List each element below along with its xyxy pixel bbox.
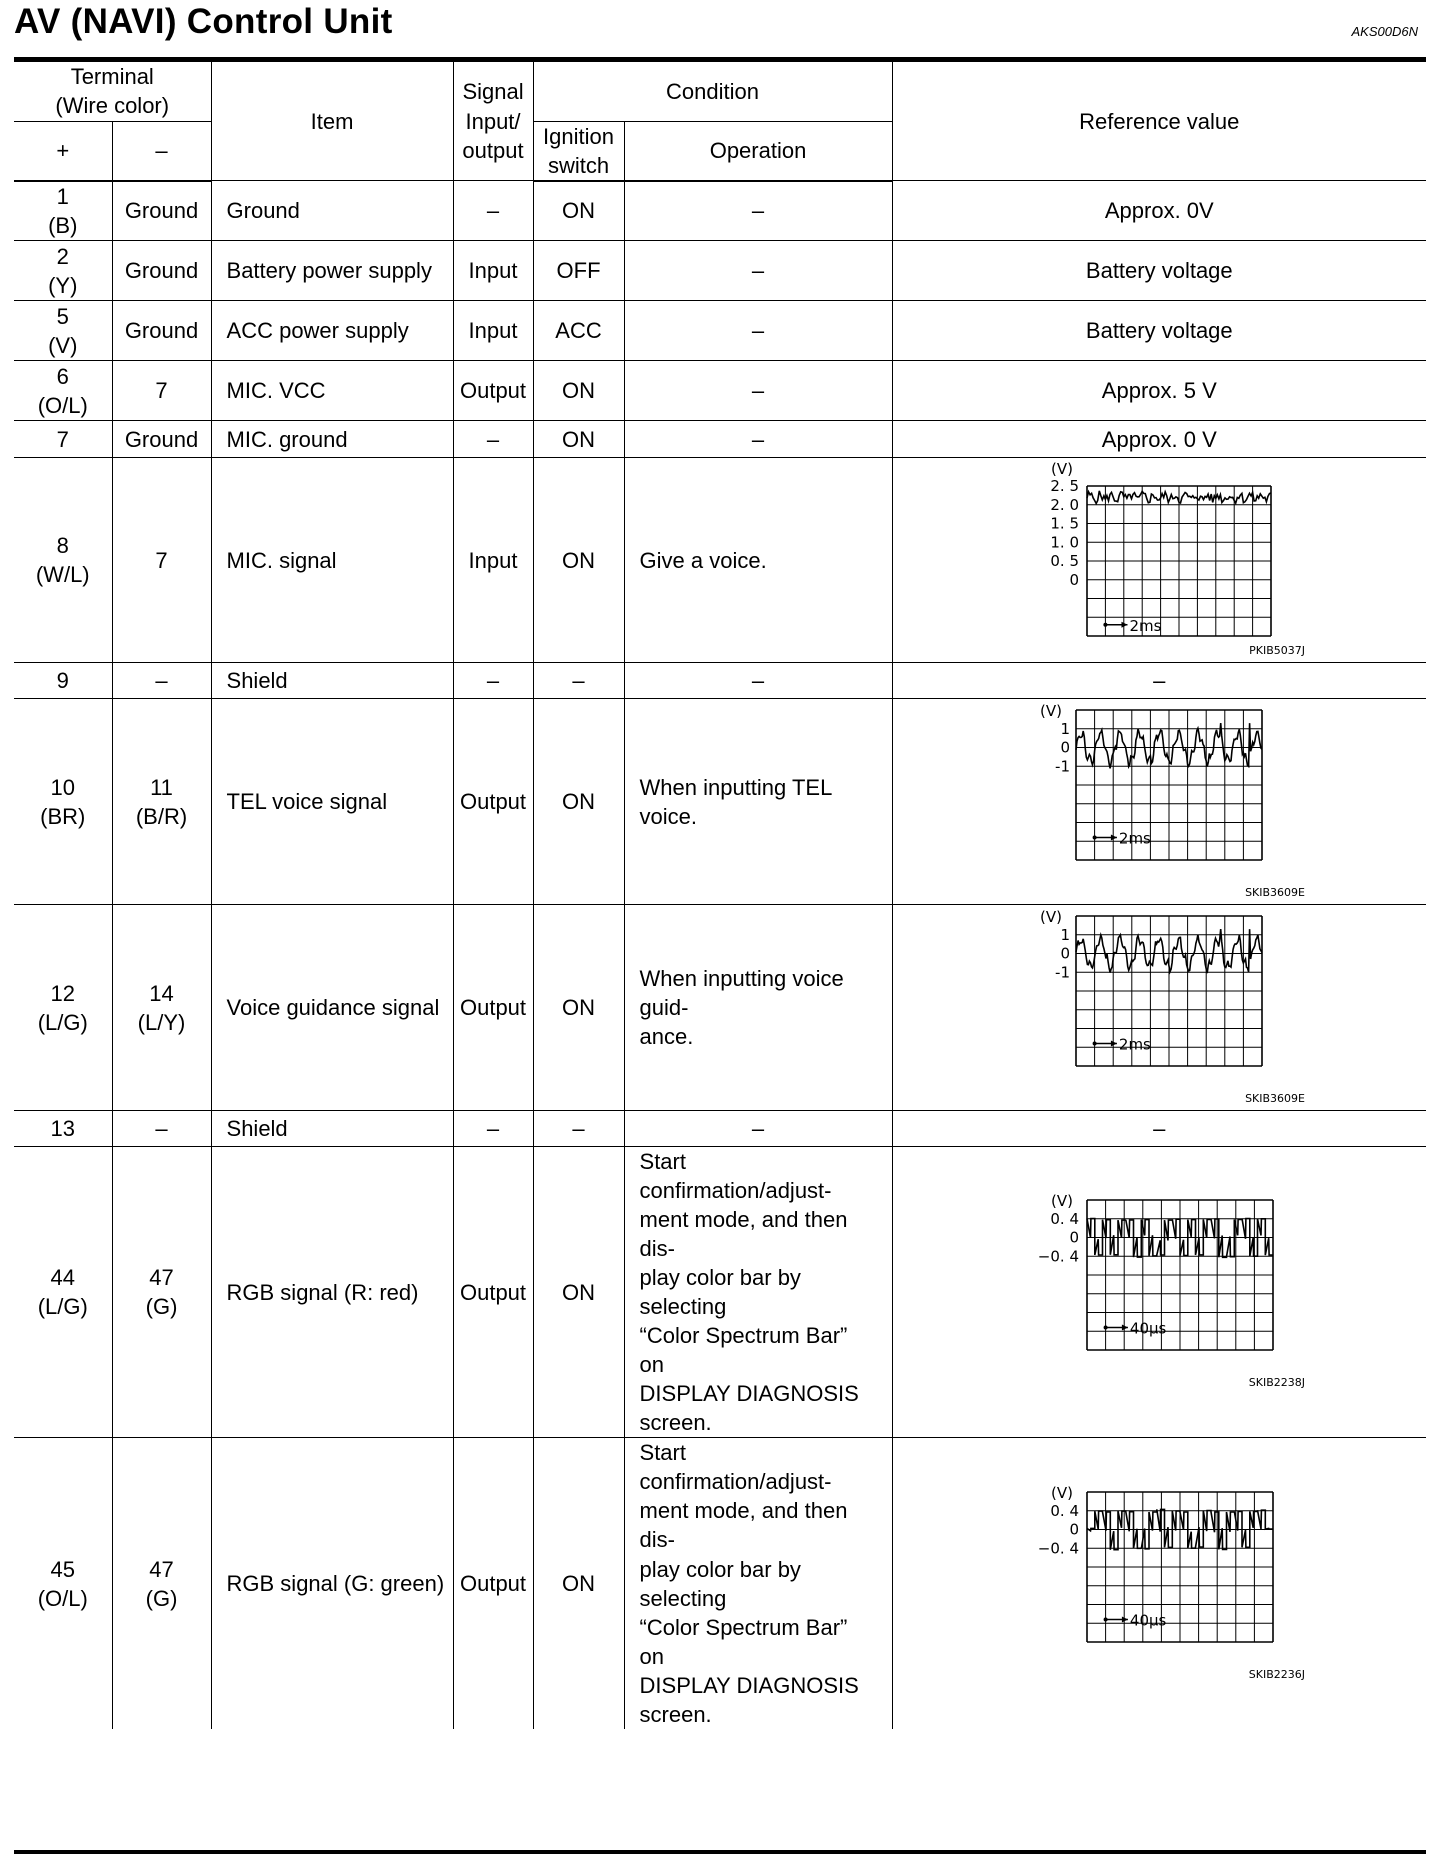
timebase-origin [1093, 1041, 1097, 1045]
reference-value [892, 699, 1426, 905]
terminal-plus: 44 (L/G) [14, 1147, 112, 1438]
item-name: Voice guidance signal [211, 905, 453, 1111]
ignition-switch: – [533, 1111, 624, 1147]
figure-id: SKIB3609E [1245, 885, 1306, 899]
signal-io: – [453, 663, 533, 699]
axis-unit-label: (V) [1040, 907, 1063, 926]
table-row [14, 905, 1426, 1111]
reference-value [892, 1438, 1426, 1729]
y-tick-label: 0. 5 [1050, 552, 1080, 571]
waveform-graph [1009, 1484, 1309, 1684]
y-tick-label: 2. 5 [1050, 477, 1080, 496]
terminal-minus: Ground [112, 421, 211, 458]
terminal-plus: 8 (W/L) [14, 458, 112, 663]
terminal-plus: 5 (V) [14, 301, 112, 361]
timebase-origin [1093, 835, 1097, 839]
item-name: ACC power supply [211, 301, 453, 361]
ignition-switch: ON [533, 361, 624, 421]
y-tick-label: 0. 4 [1050, 1501, 1080, 1520]
signal-io: Input [453, 458, 533, 663]
minus-header: – [112, 121, 211, 181]
terminal-minus: 47 (G) [112, 1438, 211, 1729]
signal-io: Output [453, 361, 533, 421]
terminal-minus: Ground [112, 181, 211, 241]
operation: – [624, 421, 892, 458]
waveform-graph [1009, 908, 1309, 1108]
plus-header: + [14, 121, 112, 181]
reference-value: Approx. 0V [892, 181, 1426, 241]
y-tick-label: −0. 4 [1038, 1538, 1080, 1557]
terminal-plus: 7 [14, 421, 112, 458]
timebase-label: 2ms [1119, 829, 1152, 848]
bottom-rule [14, 1850, 1426, 1854]
terminal-minus: 7 [112, 361, 211, 421]
waveform-graph [1009, 460, 1309, 660]
signal-io: Output [453, 1438, 533, 1729]
reference-value [892, 905, 1426, 1111]
signal-io: Output [453, 1147, 533, 1438]
timebase-origin [1104, 623, 1108, 627]
signal-header: Signal Input/ output [453, 62, 533, 181]
waveform-graph [1009, 1192, 1309, 1392]
item-name: RGB signal (R: red) [211, 1147, 453, 1438]
figure-id: PKIB5037J [1249, 644, 1306, 658]
reference-value [892, 1147, 1426, 1438]
table-body [14, 181, 1426, 1729]
timebase-origin [1104, 1326, 1108, 1330]
axis-unit-label: (V) [1040, 701, 1063, 720]
ignition-switch: OFF [533, 241, 624, 301]
timebase-arrowhead [1111, 834, 1117, 840]
waveform-graph [1009, 702, 1309, 902]
ignition-switch: ON [533, 1438, 624, 1729]
timebase-label: 40μs [1130, 1611, 1167, 1630]
signal-io: – [453, 421, 533, 458]
table-row [14, 241, 1426, 301]
ignition-switch: ACC [533, 301, 624, 361]
terminal-plus: 12 (L/G) [14, 905, 112, 1111]
reference-value: Battery voltage [892, 241, 1426, 301]
signal-io: Output [453, 699, 533, 905]
table-row [14, 663, 1426, 699]
item-name: MIC. ground [211, 421, 453, 458]
terminal-minus: 11 (B/R) [112, 699, 211, 905]
page-title: AV (NAVI) Control Unit [14, 2, 393, 41]
timebase-origin [1104, 1617, 1108, 1621]
table-row [14, 361, 1426, 421]
operation: – [624, 663, 892, 699]
y-tick-label: 1. 5 [1050, 514, 1080, 533]
timebase-label: 2ms [1129, 616, 1162, 635]
signal-io: Output [453, 905, 533, 1111]
terminal-plus: 9 [14, 663, 112, 699]
operation: – [624, 361, 892, 421]
y-tick-label: -1 [1055, 962, 1071, 981]
y-tick-label: 0. 4 [1050, 1209, 1080, 1228]
y-tick-label: 1 [1060, 925, 1071, 944]
reference-value: Approx. 5 V [892, 361, 1426, 421]
operation: When inputting voice guid- ance. [624, 905, 892, 1111]
timebase-arrowhead [1122, 1325, 1128, 1331]
item-header: Item [211, 62, 453, 181]
terminal-table [14, 62, 1426, 1729]
timebase-label: 40μs [1130, 1319, 1167, 1338]
y-tick-label: -1 [1055, 756, 1071, 775]
reference-value: – [892, 1111, 1426, 1147]
table-row [14, 1438, 1426, 1729]
ignition-switch: ON [533, 421, 624, 458]
item-name: RGB signal (G: green) [211, 1438, 453, 1729]
y-tick-label: 0 [1069, 570, 1080, 589]
operation: Start confirmation/adjust- ment mode, and then dis- play color bar by selecting “Color Spectrum Bar” on DISPLAY DIAGNOSIS screen. [624, 1438, 892, 1729]
ignition-switch: – [533, 663, 624, 699]
ignition-header: Ignition switch [533, 121, 624, 181]
terminal-minus: 47 (G) [112, 1147, 211, 1438]
operation: Give a voice. [624, 458, 892, 663]
item-name: TEL voice signal [211, 699, 453, 905]
signal-io: Input [453, 301, 533, 361]
table-row [14, 301, 1426, 361]
axis-unit-label: (V) [1051, 1483, 1074, 1502]
y-tick-label: 0 [1069, 1520, 1080, 1539]
item-name: MIC. VCC [211, 361, 453, 421]
table-row [14, 181, 1426, 241]
figure-id: SKIB3609E [1245, 1091, 1306, 1105]
item-name: Battery power supply [211, 241, 453, 301]
operation: – [624, 1111, 892, 1147]
reference-value [892, 458, 1426, 663]
item-name: Shield [211, 1111, 453, 1147]
timebase-label: 2ms [1119, 1035, 1152, 1054]
y-tick-label: 2. 0 [1050, 495, 1080, 514]
axis-unit-label: (V) [1051, 1192, 1074, 1211]
terminal-minus: – [112, 663, 211, 699]
ignition-switch: ON [533, 699, 624, 905]
terminal-plus: 1 (B) [14, 181, 112, 241]
ignition-switch: ON [533, 1147, 624, 1438]
terminal-plus: 10 (BR) [14, 699, 112, 905]
figure-id: SKIB2238J [1249, 1376, 1306, 1390]
item-name: MIC. signal [211, 458, 453, 663]
ignition-switch: ON [533, 905, 624, 1111]
y-tick-label: 1 [1060, 719, 1071, 738]
reference-header: Reference value [892, 62, 1426, 181]
condition-header: Condition [533, 62, 892, 121]
y-tick-label: 0 [1060, 738, 1071, 757]
operation: Start confirmation/adjust- ment mode, and then dis- play color bar by selecting “Color Spectrum Bar” on DISPLAY DIAGNOSIS screen. [624, 1147, 892, 1438]
y-tick-label: 0 [1069, 1228, 1080, 1247]
terminal-minus: – [112, 1111, 211, 1147]
figure-id: SKIB2236J [1249, 1667, 1306, 1681]
terminal-plus: 13 [14, 1111, 112, 1147]
terminal-plus: 6 (O/L) [14, 361, 112, 421]
table-row [14, 458, 1426, 663]
terminal-minus: Ground [112, 241, 211, 301]
table-row [14, 1111, 1426, 1147]
table-row [14, 699, 1426, 905]
y-tick-label: 1. 0 [1050, 533, 1080, 552]
terminal-plus: 2 (Y) [14, 241, 112, 301]
item-name: Ground [211, 181, 453, 241]
timebase-arrowhead [1122, 1616, 1128, 1622]
terminal-plus: 45 (O/L) [14, 1438, 112, 1729]
y-tick-label: 0 [1060, 944, 1071, 963]
operation: – [624, 241, 892, 301]
reference-value: – [892, 663, 1426, 699]
terminal-minus: Ground [112, 301, 211, 361]
table-row [14, 1147, 1426, 1438]
ignition-switch: ON [533, 458, 624, 663]
reference-value: Battery voltage [892, 301, 1426, 361]
ignition-switch: ON [533, 181, 624, 241]
item-name: Shield [211, 663, 453, 699]
operation: – [624, 181, 892, 241]
y-tick-label: −0. 4 [1038, 1247, 1080, 1266]
operation: – [624, 301, 892, 361]
signal-io: – [453, 181, 533, 241]
terminal-minus: 7 [112, 458, 211, 663]
operation-header: Operation [624, 121, 892, 181]
document-code: AKS00D6N [1351, 24, 1418, 39]
timebase-arrowhead [1122, 622, 1128, 628]
axis-unit-label: (V) [1051, 460, 1074, 479]
signal-io: – [453, 1111, 533, 1147]
operation: When inputting TEL voice. [624, 699, 892, 905]
timebase-arrowhead [1111, 1040, 1117, 1046]
terminal-header: Terminal (Wire color) [14, 62, 211, 121]
reference-value: Approx. 0 V [892, 421, 1426, 458]
table-row [14, 421, 1426, 458]
signal-io: Input [453, 241, 533, 301]
terminal-minus: 14 (L/Y) [112, 905, 211, 1111]
